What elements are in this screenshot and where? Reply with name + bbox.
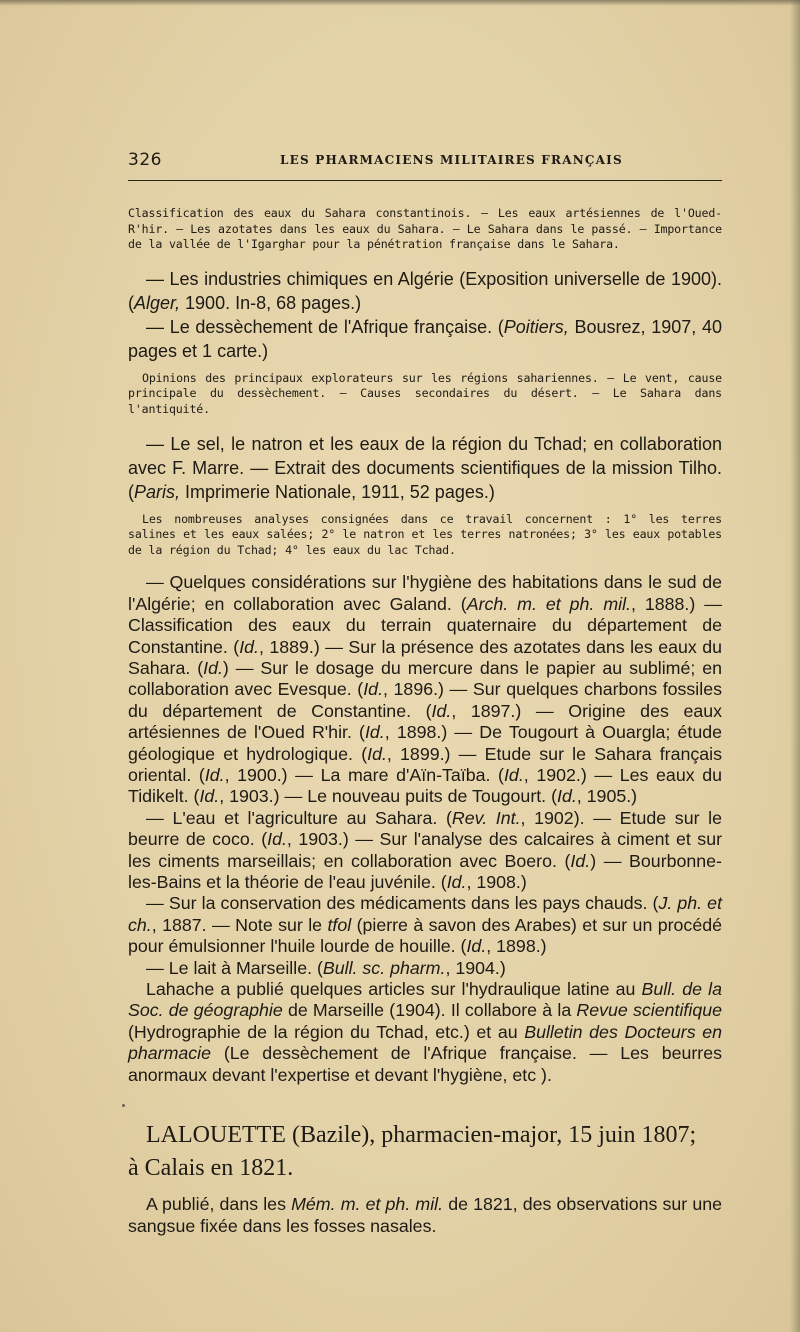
text-run: de 1821, des observations sur une sangsue fixée dans les fosses nasales. [128, 1194, 722, 1236]
italic-run: Arch. m. et ph. mil. [466, 593, 631, 614]
biography-heading: LALOUETTE (Bazile), pharmacien-major, 15 juin 1807; [146, 1122, 697, 1149]
italic-run: Id. [503, 765, 524, 785]
text-run: , 1887. — Note sur le [151, 914, 328, 935]
italic-run: Revue scientifique [576, 1000, 722, 1021]
text-run: — Quelques considérations sur l'hygiène des habitations dans le sud de l'Algérie; en collaboration avec Galand. ( [128, 572, 722, 614]
text-run: , 1896.) — Sur quelques charbons fossiles du département de Constantine. ( [128, 679, 722, 721]
text-run: (pierre à savon des Arabes) et sur un procédé pour émulsionner l'huile lourde de houille. ( [128, 914, 722, 957]
text-run: (Hydrographie de la région du Tchad, etc.) et au [128, 1021, 525, 1042]
italic-run: Id. [557, 786, 577, 807]
italic-run: Alger, [134, 292, 181, 313]
entry-paragraph [128, 572, 722, 807]
entry-paragraph [128, 432, 722, 504]
page-top-shadow [0, 0, 800, 6]
text-run: , 1904.) [445, 957, 506, 978]
italic-run: Id. [364, 722, 385, 743]
page-number: 326 [128, 150, 162, 170]
text-run: , 1897.) — Origine des eaux artésiennes de l'Oued R'hir. ( [128, 700, 722, 743]
italic-run: Paris, [134, 481, 181, 502]
italic-run: Id. [570, 850, 591, 871]
text-run: — Sur la conservation des médicaments dans les pays chauds. ( [146, 893, 659, 914]
italic-run: J. ph. et ch. [128, 893, 723, 935]
italic-run: Bull. de la Soc. de géographie [128, 979, 722, 1021]
entry-paragraph [128, 893, 722, 957]
text-run: 1900. In-8, 68 pages.) [180, 292, 362, 313]
header-rule [128, 180, 722, 181]
entry-paragraph [128, 958, 722, 979]
note-paragraph: Opinions des principaux explorateurs sur les régions sahariennes. — Le vent, cause principale du dessèchement. — Causes secondaires du désert. — Le Sahara dans l'antiquité. [128, 370, 722, 416]
text-run: ) — Sur le dosage du mercure dans le papier au sublimé; en collaboration avec Evesque. ( [128, 657, 723, 700]
text-run: Lahache a publié quelques articles sur l'hydraulique latine au [146, 979, 642, 1000]
text-run: , 1908.) [466, 872, 527, 893]
italic-run: Id. [239, 636, 259, 657]
italic-run: Mém. m. et ph. mil. [291, 1194, 444, 1215]
text-run: Imprimerie Nationale, 1911, 52 pages.) [180, 481, 495, 502]
biography-heading-continued: à Calais en 1821. [128, 1155, 294, 1182]
page-body [128, 206, 722, 1237]
italic-run: Bull. sc. pharm. [322, 957, 446, 978]
text-run: , 1905.) [576, 786, 638, 807]
text-run: — L'eau et l'agriculture au Sahara. ( [146, 807, 452, 828]
entry-paragraph [128, 1194, 722, 1237]
entry-paragraph [128, 267, 722, 315]
text-run: , 1902.) — Les eaux du Tidikelt. ( [128, 765, 722, 807]
text-run: (Le dessèchement de l'Afrique française. — Les beurres anormaux devant l'expertise et devant l'hygiène, etc ). [128, 1043, 722, 1085]
note-paragraph: Classification des eaux du Sahara constantinois. — Les eaux artésiennes de l'Oued-R'hir. — Les azotates dans les eaux du Sahara. — Le Sahara dans le passé. — Importance de la vallée de l'Igarghar pour la pénétration française dans le Sahara. [128, 206, 722, 252]
italic-run: Id. [431, 700, 452, 721]
italic-run: Id. [203, 657, 223, 678]
text-run: , 1900.) — La mare d'Aïn-Taïba. ( [224, 765, 504, 785]
text-run: , 1888.) — Classification des eaux du terrain quaternaire du département de Constantine. ( [128, 593, 722, 657]
entry-paragraph [128, 808, 722, 894]
text-run: , 1889.) — Sur la présence des azotates dans les eaux du Sahara. ( [128, 636, 722, 678]
text-run: , 1899.) — Etude sur le Sahara français oriental. ( [128, 743, 723, 785]
running-title: LES PHARMACIENS MILITAIRES FRANÇAIS [280, 153, 623, 167]
text-run: de Marseille (1904). Il collabore à la [282, 1000, 577, 1021]
note-paragraph: Les nombreuses analyses consignées dans ce travail concernent : 1° les terres salines et les eaux salées; 2° le natron et les terres natronées; 3° les eaux potables de la région du Tchad; 4° les eaux du lac Tchad. [128, 511, 722, 557]
italic-run: tfol [327, 914, 352, 935]
italic-run: Id. [367, 743, 387, 764]
page-header [128, 150, 722, 174]
text-run: — Le dessèchement de l'Afrique française. ( [146, 316, 504, 337]
text-run: — Le sel, le natron et les eaux de la région du Tchad; en collaboration avec F. Marre. — Extrait des documents scientifiques de la mission Tilho. ( [128, 433, 722, 502]
text-run: , 1903.) — Sur l'analyse des calcaires à ciment et sur les ciments marseillais; en collaboration avec Boero. ( [128, 829, 723, 871]
text-run: A publié, dans les [146, 1194, 292, 1215]
text-run: , 1898.) [486, 936, 547, 957]
italic-run: Id. [446, 872, 467, 893]
text-run: — Les industries chimiques en Algérie (Exposition universelle de 1900). ( [128, 268, 722, 313]
italic-run: Id. [267, 829, 287, 850]
text-run: , 1903.) — Le nouveau puits de Tougourt. ( [219, 786, 557, 807]
text-run: , 1902). — Etude sur le beurre de coco. ( [128, 807, 723, 850]
text-run: ) — Bourbonne-les-Bains et la théorie de l'eau juvénile. ( [128, 850, 722, 893]
text-run: — Le lait à Marseille. ( [146, 957, 323, 978]
italic-run: Id. [204, 765, 225, 785]
italic-run: Rev. Int. [451, 807, 521, 828]
italic-run: Id. [466, 936, 487, 957]
italic-run: Id. [199, 786, 220, 807]
text-run: Bousrez, 1907, 40 pages et 1 carte.) [128, 316, 722, 361]
text-run: , 1898.) — De Tougourt à Ouargla; étude géologique et hydrologique. ( [128, 722, 723, 764]
italic-run: Poitiers, [503, 316, 569, 337]
entry-paragraph [128, 979, 722, 1086]
page-right-edge [790, 0, 800, 1332]
italic-run: Bulletin des Docteurs en pharmacie [128, 1021, 722, 1064]
entry-paragraph [128, 315, 722, 363]
ink-speck [122, 1104, 125, 1107]
italic-run: Id. [363, 679, 384, 700]
